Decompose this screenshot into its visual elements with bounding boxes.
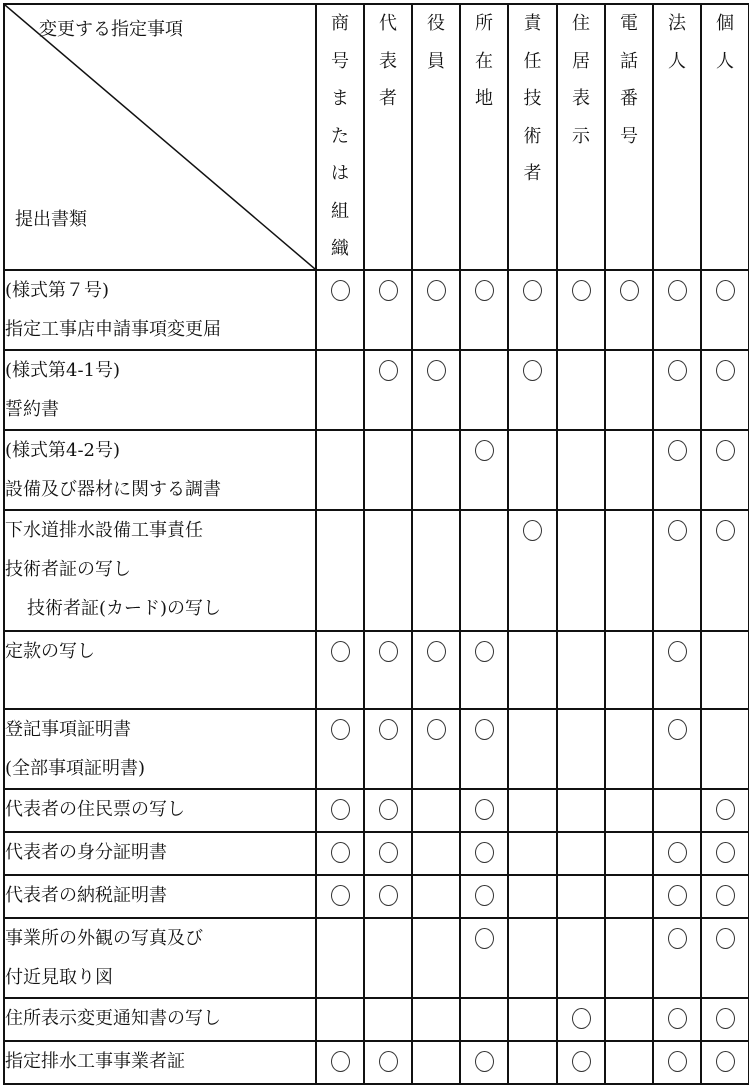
mark-cell-denwa — [605, 1041, 653, 1084]
column-header-kojin — [701, 4, 749, 270]
required-circle-icon — [716, 928, 735, 949]
mark-cell-sekinin — [508, 430, 557, 510]
document-name-line: 誓約書 — [5, 399, 59, 420]
mark-cell-shogo — [316, 430, 364, 510]
mark-cell-yakuin — [412, 998, 460, 1041]
document-name-line: 代表者の納税証明書 — [5, 885, 167, 906]
mark-cell-sekinin — [508, 631, 557, 709]
table-row — [4, 998, 749, 1041]
document-name-line: 設備及び器材に関する調書 — [5, 479, 221, 500]
mark-cell-yakuin — [412, 709, 460, 789]
mark-cell-jukyo — [557, 631, 605, 709]
column-header-char: 人 — [668, 50, 686, 72]
mark-cell-denwa — [605, 998, 653, 1041]
document-name-line: 下水道排水設備工事責任 — [5, 520, 203, 541]
column-header-char: 話 — [620, 50, 638, 72]
mark-cell-shogo — [316, 350, 364, 430]
column-header-char: 代 — [379, 13, 397, 34]
mark-cell-kojin — [701, 875, 749, 918]
column-header-char: 責 — [523, 13, 542, 34]
mark-cell-shozaichi — [460, 875, 508, 918]
mark-cell-kojin — [701, 789, 749, 832]
mark-cell-denwa — [605, 709, 653, 789]
changed-items-label: 変更する指定事項 — [39, 19, 183, 40]
mark-cell-yakuin — [412, 832, 460, 875]
column-header-char: 商 — [331, 13, 349, 34]
required-circle-icon — [379, 360, 398, 381]
mark-cell-hojin — [653, 510, 701, 631]
mark-cell-sekinin — [508, 789, 557, 832]
table-row — [4, 789, 749, 832]
mark-cell-hojin — [653, 998, 701, 1041]
mark-cell-daihyo — [364, 918, 412, 998]
required-circle-icon — [668, 842, 687, 863]
mark-cell-jukyo — [557, 789, 605, 832]
mark-cell-hojin — [653, 789, 701, 832]
document-name-line: 登記事項証明書 — [5, 719, 131, 740]
column-header-char: 者 — [379, 88, 397, 109]
mark-cell-kojin — [701, 1041, 749, 1084]
column-header-char: 技 — [523, 88, 542, 109]
column-header-char: 表 — [572, 88, 590, 109]
required-circle-icon — [668, 1008, 687, 1029]
document-name-line: 住所表示変更通知書の写し — [5, 1008, 221, 1029]
mark-cell-shozaichi — [460, 350, 508, 430]
mark-cell-daihyo — [364, 430, 412, 510]
mark-cell-shogo — [316, 510, 364, 631]
document-name-line: 技術者証の写し — [5, 559, 131, 580]
table-row — [4, 918, 749, 998]
required-circle-icon — [475, 280, 494, 301]
required-circle-icon — [523, 360, 542, 381]
document-name-line: 付近見取り図 — [5, 967, 113, 988]
mark-cell-shogo — [316, 270, 364, 350]
required-circle-icon — [379, 842, 398, 863]
mark-cell-sekinin — [508, 918, 557, 998]
required-documents-table — [3, 3, 749, 1085]
required-circle-icon — [523, 280, 542, 301]
mark-cell-yakuin — [412, 350, 460, 430]
mark-cell-sekinin — [508, 875, 557, 918]
mark-cell-denwa — [605, 510, 653, 631]
column-header-daihyo — [364, 4, 412, 270]
required-circle-icon — [716, 885, 735, 906]
required-circle-icon — [475, 719, 494, 740]
required-circle-icon — [475, 928, 494, 949]
mark-cell-kojin — [701, 350, 749, 430]
document-name-cell — [4, 709, 316, 789]
required-circle-icon — [331, 280, 350, 301]
mark-cell-denwa — [605, 270, 653, 350]
required-circle-icon — [716, 842, 735, 863]
mark-cell-yakuin — [412, 510, 460, 631]
mark-cell-kojin — [701, 631, 749, 709]
required-circle-icon — [475, 885, 494, 906]
mark-cell-yakuin — [412, 789, 460, 832]
mark-cell-yakuin — [412, 270, 460, 350]
column-header-char: 号 — [331, 50, 349, 72]
column-header-char: 組 — [331, 200, 349, 222]
mark-cell-shozaichi — [460, 270, 508, 350]
header-corner-cell — [4, 4, 316, 270]
column-header-char: 任 — [523, 50, 542, 72]
required-circle-icon — [331, 799, 350, 820]
column-header-char: ま — [331, 88, 349, 109]
mark-cell-denwa — [605, 789, 653, 832]
column-header-jukyo — [557, 4, 605, 270]
mark-cell-shozaichi — [460, 998, 508, 1041]
mark-cell-shogo — [316, 832, 364, 875]
required-circle-icon — [331, 719, 350, 740]
document-name-cell — [4, 832, 316, 875]
column-header-char: 個 — [716, 13, 734, 34]
document-name-line: 技術者証(カード)の写し — [27, 598, 222, 619]
required-circle-icon — [668, 1051, 687, 1072]
required-circle-icon — [379, 719, 398, 740]
document-name-line: 指定工事店申請事項変更届 — [5, 319, 221, 340]
required-circle-icon — [716, 1008, 735, 1029]
mark-cell-hojin — [653, 918, 701, 998]
column-header-char: 在 — [475, 50, 493, 72]
required-circle-icon — [331, 1051, 350, 1072]
table-row — [4, 832, 749, 875]
required-circle-icon — [475, 799, 494, 820]
table-row — [4, 709, 749, 789]
column-header-hojin — [653, 4, 701, 270]
column-header-yakuin — [412, 4, 460, 270]
required-circle-icon — [331, 641, 350, 662]
mark-cell-shogo — [316, 918, 364, 998]
required-circle-icon — [716, 520, 735, 541]
mark-cell-jukyo — [557, 510, 605, 631]
mark-cell-hojin — [653, 430, 701, 510]
required-circle-icon — [620, 280, 639, 301]
document-name-line: (様式第4-1号) — [5, 360, 121, 381]
column-header-char: 織 — [331, 238, 349, 259]
document-name-line: 代表者の身分証明書 — [5, 842, 167, 863]
required-circle-icon — [427, 280, 446, 301]
mark-cell-daihyo — [364, 789, 412, 832]
mark-cell-kojin — [701, 270, 749, 350]
table-row — [4, 430, 749, 510]
required-circle-icon — [716, 360, 735, 381]
mark-cell-shogo — [316, 998, 364, 1041]
mark-cell-daihyo — [364, 709, 412, 789]
column-header-char: 表 — [379, 50, 397, 72]
mark-cell-shogo — [316, 1041, 364, 1084]
required-circle-icon — [379, 641, 398, 662]
mark-cell-shozaichi — [460, 918, 508, 998]
column-header-char: 人 — [716, 50, 734, 72]
required-circle-icon — [475, 641, 494, 662]
mark-cell-shozaichi — [460, 1041, 508, 1084]
document-name-line: 代表者の住民票の写し — [5, 799, 185, 820]
mark-cell-shozaichi — [460, 631, 508, 709]
required-circle-icon — [716, 1051, 735, 1072]
mark-cell-hojin — [653, 875, 701, 918]
mark-cell-daihyo — [364, 875, 412, 918]
table-row — [4, 875, 749, 918]
required-circle-icon — [668, 280, 687, 301]
mark-cell-jukyo — [557, 709, 605, 789]
column-header-char: た — [331, 125, 349, 147]
column-header-char: 住 — [572, 13, 590, 34]
required-circle-icon — [379, 280, 398, 301]
document-name-cell — [4, 350, 316, 430]
column-header-char: 号 — [620, 125, 638, 147]
document-name-line: 定款の写し — [5, 641, 95, 662]
column-header-char: 所 — [475, 13, 493, 34]
mark-cell-kojin — [701, 709, 749, 789]
mark-cell-denwa — [605, 430, 653, 510]
header-row — [4, 4, 749, 270]
mark-cell-daihyo — [364, 510, 412, 631]
column-header-char: は — [331, 163, 349, 184]
document-name-cell — [4, 430, 316, 510]
column-header-char: 役 — [427, 13, 445, 34]
column-header-denwa — [605, 4, 653, 270]
required-circle-icon — [668, 360, 687, 381]
mark-cell-denwa — [605, 875, 653, 918]
column-header-sekinin — [508, 4, 557, 270]
column-header-char: 者 — [523, 163, 542, 184]
required-circle-icon — [572, 1008, 591, 1029]
document-name-cell — [4, 918, 316, 998]
mark-cell-kojin — [701, 510, 749, 631]
mark-cell-jukyo — [557, 350, 605, 430]
mark-cell-shogo — [316, 789, 364, 832]
mark-cell-kojin — [701, 998, 749, 1041]
mark-cell-sekinin — [508, 350, 557, 430]
document-name-cell — [4, 270, 316, 350]
document-name-cell — [4, 789, 316, 832]
required-circle-icon — [475, 440, 494, 461]
mark-cell-denwa — [605, 631, 653, 709]
mark-cell-shozaichi — [460, 510, 508, 631]
submitted-documents-label: 提出書類 — [15, 209, 87, 230]
mark-cell-jukyo — [557, 270, 605, 350]
column-header-shozaichi — [460, 4, 508, 270]
document-name-cell — [4, 1041, 316, 1084]
mark-cell-shogo — [316, 875, 364, 918]
mark-cell-denwa — [605, 918, 653, 998]
required-circle-icon — [716, 799, 735, 820]
column-header-char: 術 — [523, 125, 542, 147]
required-circle-icon — [572, 1051, 591, 1072]
document-name-line: (様式第4-2号) — [5, 440, 121, 461]
mark-cell-denwa — [605, 832, 653, 875]
mark-cell-kojin — [701, 918, 749, 998]
mark-cell-daihyo — [364, 832, 412, 875]
column-header-char: 法 — [668, 13, 686, 34]
required-circle-icon — [475, 842, 494, 863]
mark-cell-hojin — [653, 350, 701, 430]
required-circle-icon — [668, 928, 687, 949]
mark-cell-yakuin — [412, 631, 460, 709]
mark-cell-daihyo — [364, 998, 412, 1041]
mark-cell-sekinin — [508, 510, 557, 631]
required-circle-icon — [716, 280, 735, 301]
mark-cell-yakuin — [412, 1041, 460, 1084]
required-circle-icon — [427, 719, 446, 740]
required-circle-icon — [668, 520, 687, 541]
mark-cell-sekinin — [508, 709, 557, 789]
mark-cell-shozaichi — [460, 430, 508, 510]
mark-cell-kojin — [701, 430, 749, 510]
mark-cell-shogo — [316, 709, 364, 789]
mark-cell-hojin — [653, 1041, 701, 1084]
required-circle-icon — [427, 641, 446, 662]
mark-cell-shogo — [316, 631, 364, 709]
document-name-cell — [4, 998, 316, 1041]
mark-cell-jukyo — [557, 832, 605, 875]
mark-cell-shozaichi — [460, 832, 508, 875]
mark-cell-jukyo — [557, 918, 605, 998]
mark-cell-sekinin — [508, 1041, 557, 1084]
required-circle-icon — [572, 280, 591, 301]
mark-cell-shozaichi — [460, 709, 508, 789]
mark-cell-hojin — [653, 631, 701, 709]
document-name-line: 事業所の外観の写真及び — [5, 928, 203, 949]
mark-cell-hojin — [653, 270, 701, 350]
mark-cell-daihyo — [364, 1041, 412, 1084]
required-circle-icon — [668, 885, 687, 906]
mark-cell-daihyo — [364, 350, 412, 430]
column-header-shogo — [316, 4, 364, 270]
document-name-line: (様式第７号) — [5, 280, 110, 301]
required-circle-icon — [716, 440, 735, 461]
document-name-cell — [4, 510, 316, 631]
mark-cell-sekinin — [508, 270, 557, 350]
mark-cell-yakuin — [412, 918, 460, 998]
column-header-char: 示 — [572, 125, 590, 147]
mark-cell-shozaichi — [460, 789, 508, 832]
table-row — [4, 631, 749, 709]
mark-cell-daihyo — [364, 631, 412, 709]
required-circle-icon — [331, 842, 350, 863]
mark-cell-hojin — [653, 709, 701, 789]
mark-cell-yakuin — [412, 875, 460, 918]
table-row — [4, 1041, 749, 1084]
mark-cell-hojin — [653, 832, 701, 875]
mark-cell-kojin — [701, 832, 749, 875]
required-circle-icon — [668, 641, 687, 662]
required-circle-icon — [668, 719, 687, 740]
mark-cell-jukyo — [557, 430, 605, 510]
mark-cell-yakuin — [412, 430, 460, 510]
required-circle-icon — [379, 799, 398, 820]
mark-cell-denwa — [605, 350, 653, 430]
required-circle-icon — [331, 885, 350, 906]
required-circle-icon — [668, 440, 687, 461]
column-header-char: 電 — [620, 13, 638, 34]
column-header-char: 地 — [475, 88, 493, 109]
document-name-line: 指定排水工事事業者証 — [5, 1051, 185, 1072]
mark-cell-jukyo — [557, 875, 605, 918]
mark-cell-jukyo — [557, 998, 605, 1041]
table-row — [4, 510, 749, 631]
mark-cell-sekinin — [508, 998, 557, 1041]
required-circle-icon — [523, 520, 542, 541]
mark-cell-daihyo — [364, 270, 412, 350]
column-header-char: 員 — [427, 50, 445, 72]
table-row — [4, 270, 749, 350]
required-circle-icon — [379, 885, 398, 906]
document-name-line: (全部事項証明書) — [5, 758, 146, 779]
mark-cell-jukyo — [557, 1041, 605, 1084]
required-circle-icon — [379, 1051, 398, 1072]
column-header-char: 居 — [572, 50, 590, 72]
document-name-cell — [4, 875, 316, 918]
required-circle-icon — [427, 360, 446, 381]
column-header-char: 番 — [620, 88, 638, 109]
document-name-cell — [4, 631, 316, 709]
table-row — [4, 350, 749, 430]
mark-cell-sekinin — [508, 832, 557, 875]
required-circle-icon — [475, 1051, 494, 1072]
